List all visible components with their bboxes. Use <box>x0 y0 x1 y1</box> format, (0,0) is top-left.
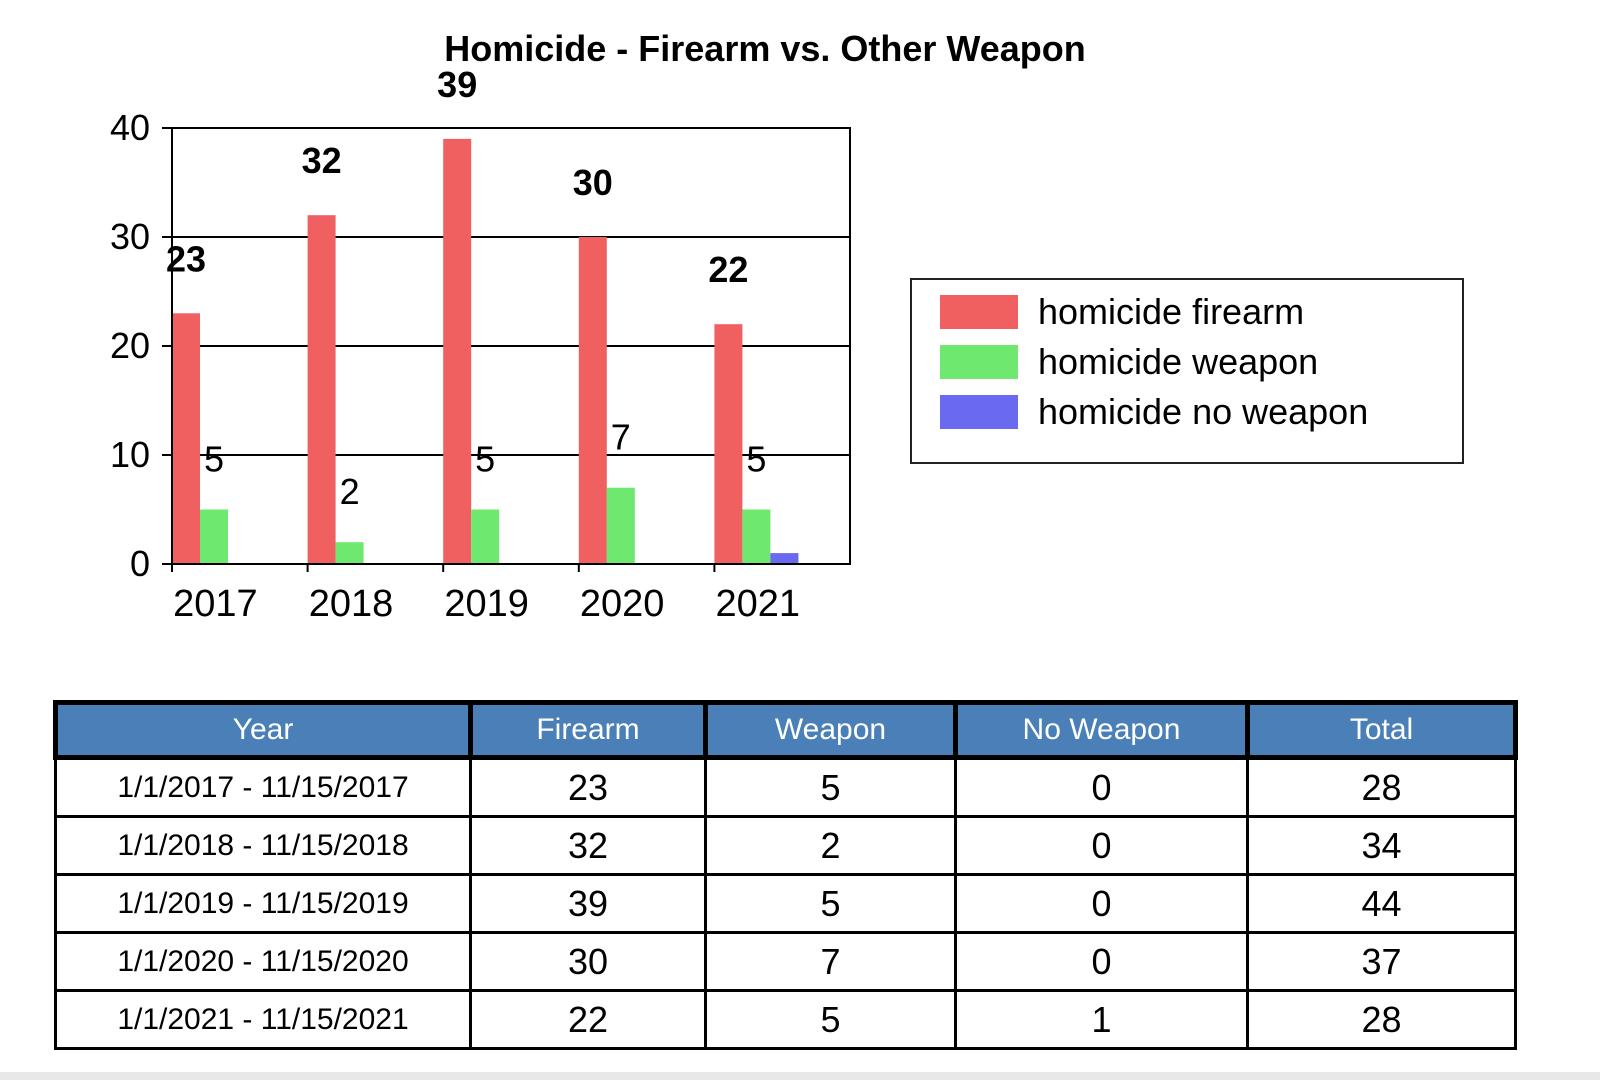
data-label: 5 <box>203 438 225 480</box>
data-label: 32 <box>301 140 342 182</box>
x-tick-label: 2018 <box>308 583 394 625</box>
bar-homicide-firearm <box>714 324 742 564</box>
cell-no-weapon: 0 <box>956 758 1248 817</box>
y-tick-label: 30 <box>109 216 150 257</box>
legend-swatch-no-weapon <box>940 395 1018 429</box>
table-row <box>56 933 1516 991</box>
data-label: 5 <box>475 438 496 480</box>
bar-homicide-weapon <box>607 488 635 564</box>
cell-year: 1/1/2018 - 11/15/2018 <box>56 817 471 875</box>
cell-total: 37 <box>1248 933 1516 991</box>
bar-homicide-firearm <box>579 237 607 564</box>
y-tick-label: 40 <box>109 107 150 148</box>
header-total: Total <box>1248 703 1516 758</box>
table-row <box>56 758 1516 817</box>
table-header-row <box>56 703 1516 758</box>
y-tick-label: 10 <box>109 434 150 475</box>
header-firearm: Firearm <box>471 703 706 758</box>
cell-weapon: 5 <box>706 875 956 933</box>
page-bottom-edge <box>0 1072 1600 1080</box>
x-tick-label: 2019 <box>444 583 529 625</box>
bar-homicide-firearm <box>172 313 200 564</box>
cell-firearm: 22 <box>471 991 706 1049</box>
bar-homicide-weapon <box>336 542 364 564</box>
legend-label-no-weapon: homicide no weapon <box>1038 391 1369 432</box>
header-no-weapon: No Weapon <box>956 703 1248 758</box>
cell-no-weapon: 1 <box>956 991 1248 1049</box>
cell-firearm: 32 <box>471 817 706 875</box>
bar-homicide-weapon <box>742 510 770 565</box>
cell-total: 28 <box>1248 991 1516 1049</box>
data-label: 7 <box>610 416 631 458</box>
x-tick-label: 2021 <box>715 583 801 625</box>
cell-firearm: 30 <box>471 933 706 991</box>
data-label: 23 <box>165 238 207 280</box>
legend-swatch-firearm <box>940 295 1018 329</box>
cell-year: 1/1/2020 - 11/15/2020 <box>56 933 471 991</box>
bar-homicide-weapon <box>471 510 499 565</box>
cell-total: 44 <box>1248 875 1516 933</box>
legend-item-firearm <box>940 292 1304 332</box>
x-tick-label: 2017 <box>173 583 258 625</box>
bar-homicide-firearm <box>308 215 336 564</box>
cell-no-weapon: 0 <box>956 875 1248 933</box>
data-label: 5 <box>746 438 767 480</box>
y-tick-label: 20 <box>109 325 150 366</box>
legend-label-weapon: homicide weapon <box>1038 341 1319 382</box>
y-tick-label: 0 <box>129 543 150 584</box>
data-label: 39 <box>437 63 478 105</box>
cell-year: 1/1/2019 - 11/15/2019 <box>56 875 471 933</box>
data-label: 2 <box>339 471 360 513</box>
table-row <box>56 875 1516 933</box>
cell-year: 1/1/2021 - 11/15/2021 <box>56 991 471 1049</box>
chart-legend <box>910 278 1464 464</box>
header-weapon: Weapon <box>706 703 956 758</box>
data-label: 30 <box>572 162 613 203</box>
cell-firearm: 23 <box>471 758 706 817</box>
chart-title: Homicide - Firearm vs. Other Weapon <box>444 28 1086 69</box>
cell-weapon: 2 <box>706 817 956 875</box>
cell-weapon: 5 <box>706 991 956 1049</box>
legend-item-no-weapon <box>940 392 1368 432</box>
cell-weapon: 7 <box>706 933 956 991</box>
legend-label-firearm: homicide firearm <box>1038 291 1305 332</box>
table-row <box>56 991 1516 1049</box>
header-year: Year <box>56 703 471 758</box>
bar-homicide-weapon <box>200 510 228 565</box>
bar-homicide-firearm <box>443 139 471 564</box>
summary-table <box>53 700 1518 1050</box>
table-row <box>56 817 1516 875</box>
cell-total: 34 <box>1248 817 1516 875</box>
cell-firearm: 39 <box>471 875 706 933</box>
cell-total: 28 <box>1248 758 1516 817</box>
cell-weapon: 5 <box>706 758 956 817</box>
legend-item-weapon <box>940 342 1318 382</box>
cell-no-weapon: 0 <box>956 933 1248 991</box>
legend-swatch-weapon <box>940 345 1018 379</box>
cell-no-weapon: 0 <box>956 817 1248 875</box>
x-tick-label: 2020 <box>579 583 665 625</box>
bar-homicide-no-weapon <box>770 553 798 564</box>
data-label: 22 <box>708 249 749 291</box>
cell-year: 1/1/2017 - 11/15/2017 <box>56 758 471 817</box>
